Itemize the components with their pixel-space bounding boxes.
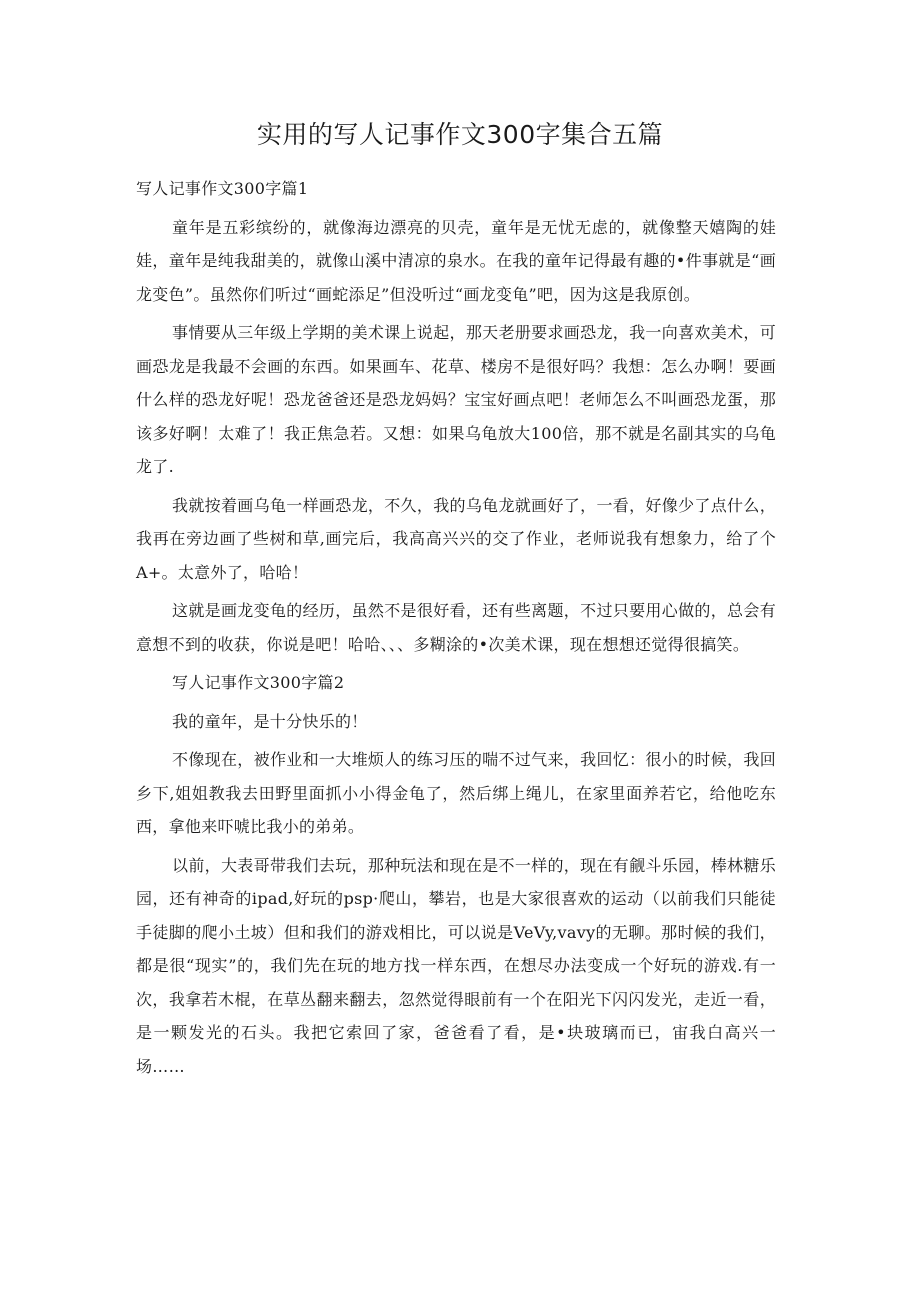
- paragraph: 我就按着画乌龟一样画恐龙，不久，我的乌龟龙就画好了，一看，好像少了点什么，我再在旁边画了些树和草,画完后，我高高兴兴的交了作业，老师说我有想象力，给了个A+。太意外了，哈哈！: [136, 495, 776, 582]
- paragraph: 这就是画龙变龟的经历，虽然不是很好看，还有些离题，不过只要用心做的，总会有意想不到的收获，你说是吧！哈哈、、、多糊涂的•次美术课，现在想想还觉得很搞笑。: [136, 601, 776, 654]
- paragraph: 不像现在，被作业和一大堆烦人的练习压的喘不过气来，我回忆：很小的时候，我回乡下,姐姐教我去田野里面抓小小得金龟了，然后绑上绳儿，在家里面养若它，给他吃东西，拿他来吓唬比我小的弟弟。: [136, 750, 776, 836]
- section-heading-2: 写人记事作文300字篇2: [172, 673, 345, 692]
- paragraph: 事情要从三年级上学期的美术课上说起，那天老册要求画恐龙，我一向喜欢美术，可画恐龙是我最不会画的东西。如果画车、花草、楼房不是很好吗？我想：怎么办啊！要画什么样的恐龙好呢！恐龙爸爸还是恐龙妈妈？宝宝好画点吧！老师怎么不叫画恐龙蛋，那该多好啊！太难了！我正焦急若。又想：如果乌龟放大100倍，那不就是名副其实的乌龟龙了.: [136, 323, 776, 476]
- paragraph: 我的童年，是十分快乐的！: [172, 711, 368, 731]
- document-body: [136, 172, 776, 1088]
- section-heading-1: 写人记事作文300字篇1: [136, 179, 309, 198]
- paragraph: 童年是五彩缤纷的，就像海边漂亮的贝壳，童年是无忧无虑的，就像整天嬉陶的娃娃，童年是纯我甜美的，就像山溪中清凉的泉水。在我的童年记得最有趣的•件事就是“画龙变色”。虽然你们听过“画蛇添足”但没听过“画龙变龟”吧，因为这是我原创。: [136, 217, 776, 304]
- paragraph: 以前，大表哥带我们去玩，那种玩法和现在是不一样的，现在有觎斗乐园，棒林糖乐园，还有神奇的ipad,好玩的psp·爬山，攀岩，也是大家很喜欢的运动（以前我们只能徒手徒脚的爬小土坡）但和我们的游戏相比，可以说是VeVy,vavy的无聊。那时候的我们，都是很“现实”的，我们先在玩的地方找一样东西，在想尽办法变成一个好玩的游戏.有一次，我拿若木棍，在草丛翻来翻去，忽然觉得眼前有一个在阳光下闪闪发光，走近一看，是一颗发光的石头。我把它索回了家，爸爸看了看，是•块玻璃而已，宙我白高兴一场……: [136, 855, 776, 1076]
- page-title: 实用的写人记事作文300字集合五篇: [256, 120, 664, 149]
